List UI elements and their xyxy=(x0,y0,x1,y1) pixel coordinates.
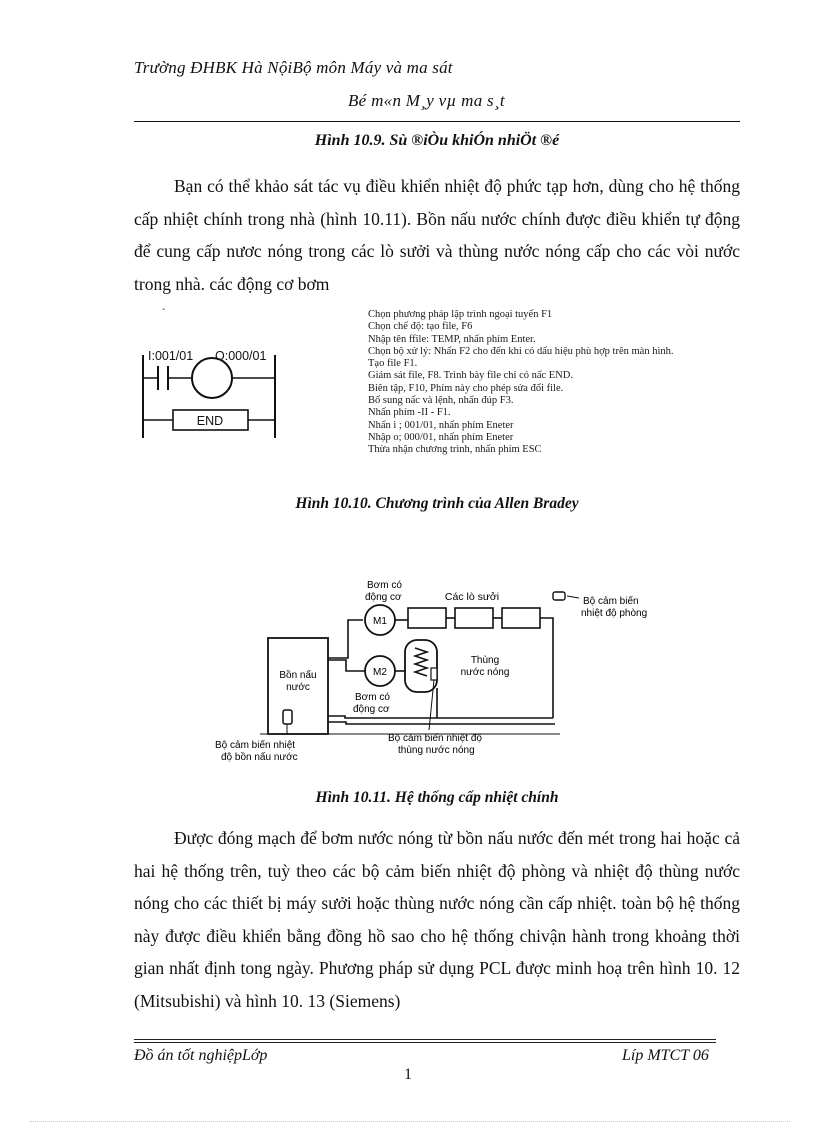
paragraph-intro: Bạn có thể khảo sát tác vụ điều khiển nhiệt độ phức tạp hơn, dùng cho hệ thống cấp nhiệt chính trong nhà (hình 10.11). Bồn nấu nước chính được điều khiển tự động để cung cấp nươc nóng trong các lò sưởi và thùng nước nóng cấp cho các vòi nước trong nhà. các động cơ bơm xyxy=(134,176,740,294)
radiators-label: Các lò sưởi xyxy=(444,591,500,603)
tank-sensor xyxy=(431,668,437,680)
ladder-diagram xyxy=(140,300,290,440)
boiler-label-1: Bồn nấu xyxy=(279,670,317,681)
caption-fig-10-10: Hình 10.10. Chương trình của Allen Bradey xyxy=(295,495,579,512)
page-number: 1 xyxy=(404,1066,412,1083)
instruction-line: Chọn phương pháp lập trình ngoại tuyến F1 xyxy=(368,309,553,320)
boiler-sensor-label-1: Bộ cảm biến nhiệt xyxy=(215,740,296,751)
heating-coil xyxy=(415,648,427,676)
boiler-label-2: nước xyxy=(286,682,310,693)
coil-symbol xyxy=(192,358,232,398)
header-rule xyxy=(134,121,740,122)
room-sensor-label-1: Bộ cảm biến xyxy=(583,596,639,607)
instruction-line: Nhập o; 000/01, nhấn phím Eneter xyxy=(368,431,514,443)
paragraph-description: Được đóng mạch để bơm nước nóng từ bồn nấu nước đến mét trong hai hoặc cả hai hệ thống trên, tuỳ theo các bộ cảm biến nhiệt độ phòng và nhiệt độ thùng nước nóng cho các thiết bị máy sưởi hoặc thùng nước nóng cần cấp nhiệt. toàn bộ hệ thống này được điều khiển bằng đồng hồ sao cho hệ thống chivận hành trong khoảng thời gian nhất định tong ngày. Phương pháp sử dụng PCL được minh hoạ trên hình 10. 12 (Mitsubishi) và hình 10. 13 (Siemens) xyxy=(134,828,740,1011)
room-sensor xyxy=(553,592,565,600)
radiator xyxy=(408,608,446,628)
instruction-list xyxy=(368,309,674,457)
instruction-line: Biên tập, F10, Phím này cho phép sửa đổi file. xyxy=(368,382,564,394)
instruction-line: Bổ sung nấc và lệnh, nhấn đúp F3. xyxy=(368,395,514,407)
caption-fig-10-9: Hình 10.9. Sù ®iÒu khiÓn nhiÖt ®é xyxy=(314,132,560,149)
instruction-line: Thừa nhận chương trình, nhấn phím ESC xyxy=(368,444,542,456)
pump-m2-caption-1: Bơm có xyxy=(355,692,390,703)
header-school: Trường ĐHBK Hà NộiBộ môn Máy và ma sát xyxy=(134,58,453,77)
tank-label-2: nước nóng xyxy=(460,667,510,678)
radiator xyxy=(502,608,540,628)
pump-m1-caption-2: động cơ xyxy=(365,592,402,603)
pump-m1-caption-1: Bơm có xyxy=(367,580,402,591)
page-edge xyxy=(30,1121,790,1122)
instruction-line: Chọn bộ xử lý: Nhấn F2 cho đến khi có dấu hiệu phù hợp trên màn hình. xyxy=(368,345,674,357)
footer-left: Đồ án tốt nghiệpLớp xyxy=(134,1047,268,1064)
header-department: Bé m«n M¸y vµ ma s¸t xyxy=(348,91,505,110)
tank-sensor-label-2: thùng nước nóng xyxy=(398,745,475,756)
tank-label-1: Thùng xyxy=(470,655,500,666)
footer-rule xyxy=(134,1039,716,1040)
pump-m2-caption-2: động cơ xyxy=(353,704,390,715)
pump-m2-label: M2 xyxy=(373,667,387,678)
instruction-line: Tạo file F1. xyxy=(368,358,418,370)
instruction-line: Nhấn i ; 001/01, nhấn phím Eneter xyxy=(368,419,514,431)
instruction-line: Chọn chế độ: tạo file, F6 xyxy=(368,321,473,333)
pump-m1-label: M1 xyxy=(373,616,387,627)
room-sensor-label-2: nhiệt độ phòng xyxy=(581,608,648,619)
end-label: END xyxy=(196,414,224,428)
instruction-line: Nhập tên ffile: TEMP, nhấn phím Enter. xyxy=(368,333,536,345)
footer-right: Líp MTCT 06 xyxy=(622,1047,709,1064)
instruction-line: Nhấn phím -II - F1. xyxy=(368,407,451,419)
boiler-sensor-label-2: độ bồn nấu nước xyxy=(221,752,298,763)
caption-fig-10-11: Hình 10.11. Hệ thống cấp nhiệt chính xyxy=(315,789,559,806)
instruction-line: Giám sát file, F8. Trình bày file chỉ có nấc END. xyxy=(368,370,574,382)
heating-system-diagram xyxy=(205,568,675,768)
boiler-sensor xyxy=(283,710,292,724)
coil-label: O:000/01 xyxy=(215,349,267,363)
radiator xyxy=(455,608,493,628)
contact-label: I:001/01 xyxy=(148,349,194,363)
footer-rule xyxy=(134,1042,716,1043)
ladder-dash: - xyxy=(162,304,166,315)
tank-sensor-label-1: Bộ cảm biến nhiệt độ xyxy=(388,733,482,744)
